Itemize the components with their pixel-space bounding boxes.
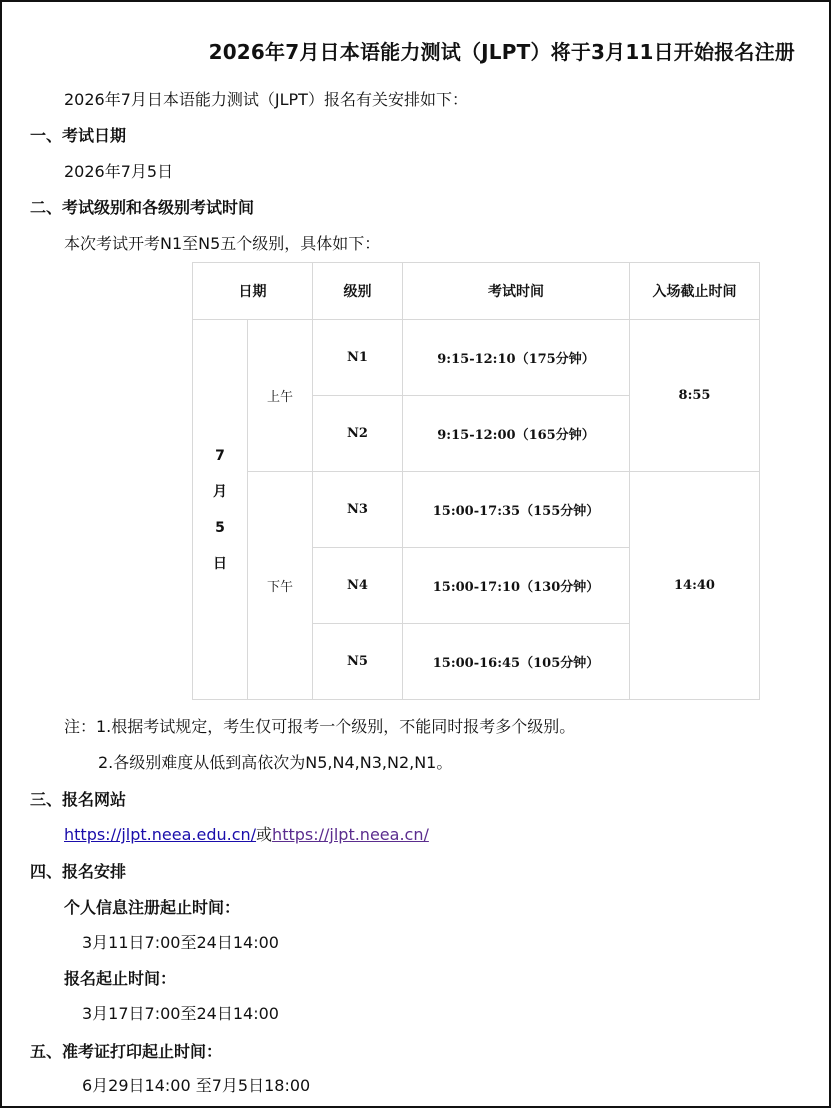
registration-time: 3月11日7:00至24日14:00 (82, 933, 279, 952)
or-text: 或 (256, 825, 273, 844)
section-website-heading: 三、报名网站 (30, 790, 127, 809)
registration-label: 个人信息注册起止时间： (64, 898, 241, 917)
time-cell: 9:15-12:10（175分钟） (403, 320, 630, 396)
level-cell: N1 (313, 320, 403, 396)
header-cutoff: 入场截止时间 (630, 263, 760, 320)
date-char: 7 (215, 447, 225, 464)
afternoon-cell: 下午 (248, 472, 313, 700)
header-time: 考试时间 (403, 263, 630, 320)
level-cell: N5 (313, 624, 403, 700)
time-cell: 15:00-16:45（105分钟） (403, 624, 630, 700)
time-cell: 9:15-12:00（165分钟） (403, 396, 630, 472)
note-2: 2.各级别难度从低到高依次为N5,N4,N3,N2,N1。 (98, 753, 453, 772)
section-exam-date-heading: 一、考试日期 (30, 126, 127, 145)
date-cell (193, 320, 248, 700)
cutoff-am-cell: 8:55 (630, 320, 760, 472)
website-links (64, 822, 429, 845)
date-char: 日 (213, 555, 227, 572)
table-row (193, 320, 760, 396)
website-link-secondary[interactable]: https://jlpt.neea.cn/ (272, 825, 429, 844)
level-cell: N3 (313, 472, 403, 548)
table-header-row (193, 263, 760, 320)
levels-intro-text: 本次考试开考N1至N5五个级别，具体如下： (64, 234, 381, 253)
intro-text: 2026年7月日本语能力测试（JLPT）报名有关安排如下： (64, 90, 468, 109)
apply-label: 报名起止时间： (64, 969, 177, 988)
apply-time: 3月17日7:00至24日14:00 (82, 1004, 279, 1023)
date-char: 月 (213, 483, 227, 500)
level-cell: N4 (313, 548, 403, 624)
header-level: 级别 (313, 263, 403, 320)
time-cell: 15:00-17:10（130分钟） (403, 548, 630, 624)
note-1: 注：1.根据考试规定，考生仅可报考一个级别，不能同时报考多个级别。 (64, 717, 576, 736)
cutoff-pm-cell: 14:40 (630, 472, 760, 700)
website-link-primary[interactable]: https://jlpt.neea.edu.cn/ (64, 825, 257, 844)
date-char: 5 (215, 519, 225, 536)
exam-date-text: 2026年7月5日 (64, 162, 174, 181)
section-schedule-heading: 四、报名安排 (30, 862, 127, 881)
exam-schedule-table (192, 262, 760, 700)
time-cell: 15:00-17:35（155分钟） (403, 472, 630, 548)
page-title: 2026年7月日本语能力测试（JLPT）将于3月11日开始报名注册 (208, 40, 795, 64)
section-admission-print-heading: 五、准考证打印起止时间： (30, 1042, 223, 1061)
header-date: 日期 (193, 263, 313, 320)
section-levels-heading: 二、考试级别和各级别考试时间 (30, 198, 255, 217)
admission-print-time: 6月29日14:00 至7月5日18:00 (82, 1076, 311, 1095)
level-cell: N2 (313, 396, 403, 472)
table-row (193, 472, 760, 548)
morning-cell: 上午 (248, 320, 313, 472)
